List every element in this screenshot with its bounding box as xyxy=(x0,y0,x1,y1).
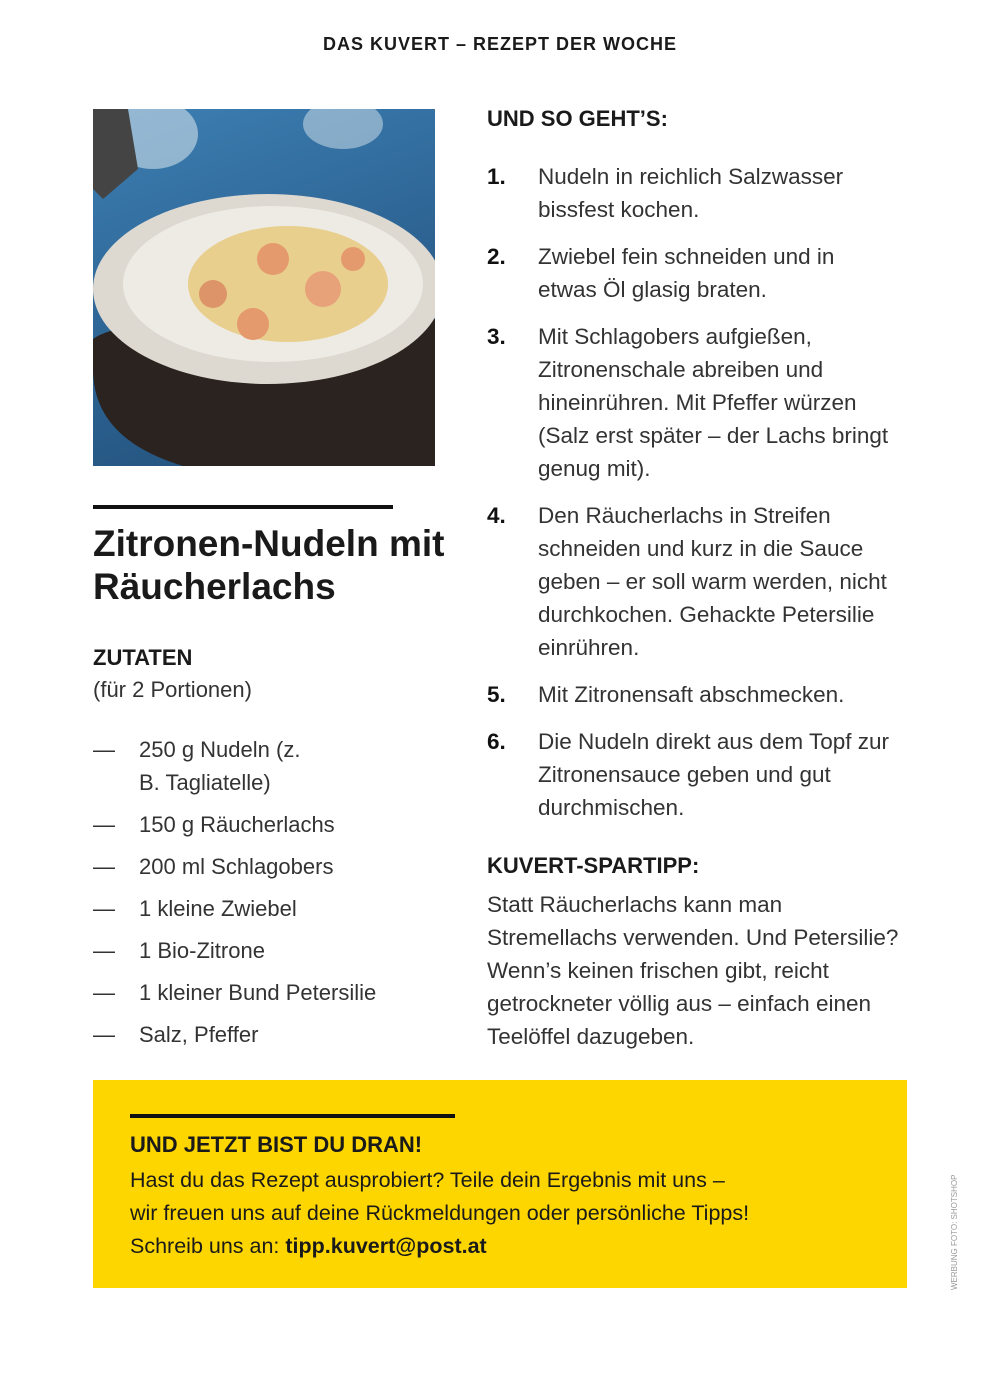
step-item xyxy=(487,678,907,711)
step-item xyxy=(487,320,907,485)
ingredient-text: 1 kleine Zwiebel xyxy=(139,896,297,921)
portions: (für 2 Portionen) xyxy=(93,677,252,702)
step-number: 4. xyxy=(487,503,506,528)
photo-credit: WERBUNG FOTO: SHOTSHOP xyxy=(950,1174,959,1290)
ingredient-item xyxy=(93,892,433,925)
steps-list xyxy=(487,160,907,838)
step-text: Die Nudeln direkt aus dem Topf zur Zitronensauce geben und gut durchmischen. xyxy=(538,729,890,820)
recipe-photo xyxy=(93,109,435,466)
dash: — xyxy=(93,1022,115,1047)
step-number: 5. xyxy=(487,682,506,707)
tip-heading: KUVERT-SPARTIPP: xyxy=(487,853,700,878)
callout-text xyxy=(130,1164,890,1263)
steps-heading: UND SO GEHT’S: xyxy=(487,106,668,131)
step-item xyxy=(487,499,907,664)
step-text: Mit Zitronensaft abschmecken. xyxy=(538,682,845,707)
ingredient-text: 250 g Nudeln (z. B. Tagliatelle) xyxy=(139,737,301,795)
dash: — xyxy=(93,980,115,1005)
ingredients-heading: ZUTATEN xyxy=(93,645,193,670)
ingredient-item xyxy=(93,850,433,883)
ingredient-text: 150 g Räucherlachs xyxy=(139,812,335,837)
ingredient-item xyxy=(93,733,433,799)
recipe-title: Zitronen-Nudeln mit Räucherlachs xyxy=(93,523,445,607)
callout-line: wir freuen uns auf deine Rückmeldungen oder persönliche Tipps! xyxy=(130,1201,750,1225)
ingredient-item xyxy=(93,808,433,841)
step-text: Den Räucherlachs in Streifen schneiden und kurz in die Sauce geben – er soll warm werden, nicht durchkochen. Gehackte Petersilie einrühren. xyxy=(538,503,887,660)
ingredients-list xyxy=(93,733,433,1060)
ingredient-text: Salz, Pfeffer xyxy=(139,1022,259,1047)
ingredient-item xyxy=(93,976,433,1009)
step-item xyxy=(487,240,907,306)
dash: — xyxy=(93,737,115,762)
callout-heading: UND JETZT BIST DU DRAN! xyxy=(130,1132,423,1157)
dash: — xyxy=(93,896,115,921)
step-text: Nudeln in reichlich Salzwasser bissfest kochen. xyxy=(538,164,844,222)
step-number: 6. xyxy=(487,729,506,754)
step-item xyxy=(487,725,907,824)
step-item xyxy=(487,160,907,226)
step-number: 3. xyxy=(487,324,506,349)
callout-line: Hast du das Rezept ausprobiert? Teile dein Ergebnis mit uns – xyxy=(130,1168,725,1192)
ingredient-item xyxy=(93,934,433,967)
ingredient-text: 1 Bio-Zitrone xyxy=(139,938,265,963)
step-number: 1. xyxy=(487,164,506,189)
ingredient-text: 200 ml Schlagobers xyxy=(139,854,334,879)
page-kicker: DAS KUVERT – REZEPT DER WOCHE xyxy=(322,34,678,54)
callout-rule xyxy=(130,1114,455,1118)
dash: — xyxy=(93,854,115,879)
step-text: Mit Schlagobers aufgießen, Zitronenschale abreiben und hineinrühren. Mit Pfeffer würzen (Salz erst später – der Lachs bringt genug mit). xyxy=(538,324,889,481)
callout-line: Schreib uns an: xyxy=(130,1234,286,1258)
step-number: 2. xyxy=(487,244,506,269)
title-rule xyxy=(93,505,393,509)
dash: — xyxy=(93,938,115,963)
dash: — xyxy=(93,812,115,837)
ingredient-text: 1 kleiner Bund Petersilie xyxy=(139,980,377,1005)
callout-box xyxy=(93,1080,907,1288)
step-text: Zwiebel fein schneiden und in etwas Öl glasig braten. xyxy=(538,244,835,302)
ingredient-item xyxy=(93,1018,433,1051)
email-link[interactable]: tipp.kuvert@post.at xyxy=(285,1234,487,1258)
tip-text: Statt Räucherlachs kann man Stremellachs verwenden. Und Petersilie? Wenn’s keinen frischen gibt, reicht getrockneter völlig aus – einfach einen Teelöffel dazugeben. xyxy=(487,892,899,1049)
